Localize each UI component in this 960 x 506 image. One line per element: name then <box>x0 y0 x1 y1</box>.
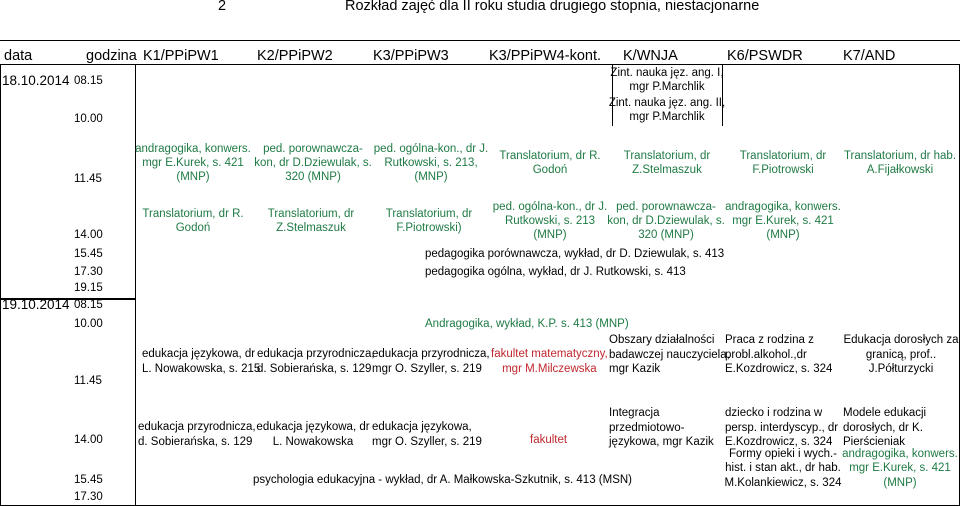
class-line: Pierścieniak <box>843 436 905 448</box>
time-day2-1000: 10.00 <box>74 318 103 330</box>
class-line: (MNP) <box>176 171 210 183</box>
class-d2-1145-k1 <box>142 347 260 376</box>
class-line: edukacja językowa, dr <box>256 421 370 433</box>
class-line: Praca z rodzina z <box>725 334 814 346</box>
class-d2-1145-k6 <box>725 333 832 377</box>
class-line: kon, dr D.Dziewulak, s. <box>254 157 372 169</box>
class-line: granicą, prof.. <box>865 348 937 361</box>
class-line: przedmiotowo- <box>609 421 685 434</box>
class-d2-1400-k1 <box>138 420 256 449</box>
time-day1-0815: 08.15 <box>74 75 103 87</box>
lecture-d1-1730: pedagogika ogólna, wykład, dr J. Rutkowski, s. 413 <box>425 266 686 278</box>
class-line: (MNP) <box>766 229 800 241</box>
class-line: Modele edukacji <box>843 407 927 419</box>
time-day2-1730: 17.30 <box>74 491 103 503</box>
class-line: Translatorium, dr <box>623 150 711 162</box>
class-line: E.Kozdrowicz, s. 324 <box>725 363 833 375</box>
class-line: mgr O. Szyller, s. 219 <box>372 435 482 448</box>
class-d1-1145-k3 <box>370 140 492 186</box>
class-line: L. Nowakowska, s. 215 <box>142 362 261 375</box>
class-line: edukacja przyrodnicza, <box>257 348 375 360</box>
page-number: 2 <box>218 0 227 14</box>
class-line: dziecko i rodzina w <box>725 407 823 419</box>
class-line: persp. interdyscyp., dr <box>725 421 839 434</box>
class-line: edukacja przyrodnicza, <box>372 348 490 360</box>
header-group-k3-kont: K3/PPiPW4-kont. <box>489 48 602 64</box>
class-d1-1145-k7 <box>840 140 960 186</box>
header-group-k7: K7/AND <box>843 48 896 64</box>
lecture-d1-1545: pedagogika porównawcza, wykład, dr D. Dziewulak, s. 413 <box>425 248 725 260</box>
class-d1-1400-k6 <box>724 198 842 244</box>
header-group-wnja: K/WNJA <box>623 48 678 64</box>
class-line: mgr E.Kurek, s. 421 <box>849 462 951 475</box>
class-wnja-1000 <box>608 96 726 124</box>
class-d2-1400-k6 <box>725 406 838 450</box>
class-line: Translatorium, dr R. <box>142 208 244 220</box>
class-d1-1400-k2 <box>252 198 370 244</box>
class-d2-1145-k3 <box>372 347 490 376</box>
date-day1: 18.10.2014 <box>2 73 70 88</box>
class-line: edukacja przyrodnicza, <box>138 421 256 433</box>
class-line: mgr P.Marchlik <box>629 81 705 93</box>
class-d1-1145-k2 <box>252 140 374 186</box>
class-line: d. Sobierańska, s. 129 <box>257 362 372 375</box>
class-d1-1400-wnja <box>606 198 726 244</box>
class-d2-1145-k7 <box>842 333 960 377</box>
time-day2-1545: 15.45 <box>74 474 103 486</box>
class-line: andragogika, konwers. <box>725 201 841 213</box>
class-line: edukacja językowa, <box>372 421 472 433</box>
class-line: L. Nowakowska <box>272 435 354 448</box>
class-line: mgr E.Kurek, s. 421 <box>142 157 244 169</box>
class-line: Translatorium, dr <box>739 150 827 162</box>
time-day2-1145: 11.45 <box>74 375 102 387</box>
class-line: Translatorium, dr <box>385 208 473 220</box>
lecture-d2-1545: psychologia edukacyjna - wykład, dr A. Małkowska-Szkutnik, s. 413 (MSN) <box>253 474 633 486</box>
class-line: Zint. nauka jęz. ang. I, <box>610 67 724 79</box>
class-d2-1545-k6 <box>722 447 844 490</box>
class-line: probl.alkohol.,dr <box>725 348 807 361</box>
class-line: edukacja językowa, dr <box>142 348 256 360</box>
class-line: mgr Kazik <box>609 363 661 375</box>
class-line: M.Kolankiewicz, s. 324 <box>724 476 842 489</box>
class-d2-1400-k7 <box>843 406 926 450</box>
class-line: hist. i stan akt., dr hab. <box>725 462 841 475</box>
class-d2-1400-wnja <box>609 406 714 450</box>
class-line: Godoń <box>175 222 211 234</box>
class-line: Formy opieki i wych.- <box>729 447 837 460</box>
class-line: (MNP) <box>414 171 448 183</box>
class-line: mgr P.Marchlik <box>629 111 705 123</box>
header-data: data <box>4 48 33 64</box>
class-line: Translatorium, dr R. <box>499 150 601 162</box>
class-d1-1145-wnja <box>608 140 726 186</box>
grid-left-border <box>0 64 1 506</box>
class-d2-1400-k3-kont: fakultet <box>530 434 568 446</box>
time-day1-1000: 10.00 <box>74 113 103 125</box>
class-line: 320 (MNP) <box>285 171 341 183</box>
class-line: Z.Stelmaszuk <box>632 164 702 176</box>
class-line: (MNP) <box>533 229 567 241</box>
class-d1-1400-k1 <box>136 198 250 244</box>
class-d2-1145-k3-kont <box>491 347 608 376</box>
class-line: Zint. nauka jęz. ang. II, <box>608 97 726 109</box>
class-d1-1145-k1 <box>136 140 250 186</box>
class-d1-1145-k3-kont <box>490 140 610 186</box>
class-line: (MNP) <box>883 476 917 489</box>
class-line: Obszary działalności <box>609 334 715 346</box>
class-line: Edukacja dorosłych za <box>843 334 959 347</box>
class-d2-1400-k2 <box>254 420 372 449</box>
class-line: językowa, mgr Kazik <box>609 436 714 448</box>
class-d2-1400-k3 <box>372 420 482 449</box>
class-line: F.Piotrowski <box>752 164 814 176</box>
class-d1-1400-k3 <box>370 198 488 244</box>
class-line: fakultet matematyczny, <box>491 348 608 360</box>
class-line: Rutkowski, s. 213 <box>504 215 596 227</box>
class-line: mgr E.Kurek, s. 421 <box>732 215 834 227</box>
class-line: Godoń <box>532 164 568 176</box>
time-day1-1400: 14.00 <box>74 229 103 241</box>
header-group-k6: K6/PSWDR <box>727 48 803 64</box>
class-line: ped. ogólna-kon., dr J. <box>492 201 608 213</box>
class-line: A.Fijałkowski <box>866 164 934 176</box>
class-line: E.Kozdrowicz, s. 324 <box>725 436 833 448</box>
class-line: dorosłych, dr K. <box>843 421 923 434</box>
time-day1-1145: 11.45 <box>74 173 102 185</box>
class-line: Translatorium, dr hab. <box>843 150 957 162</box>
class-line: andragogika, konwers. <box>135 143 251 155</box>
time-day2-0815: 08.15 <box>74 299 103 311</box>
class-line: mgr M.Milczewska <box>502 362 597 375</box>
class-d1-1400-k3-kont <box>490 198 610 244</box>
class-line: ped. porownawcza- <box>616 201 716 213</box>
class-line: ped. porownawcza- <box>263 143 363 155</box>
class-line: ped. ogólna-kon., dr J. <box>373 143 489 155</box>
date-day2: 19.10.2014 <box>2 297 70 312</box>
page-title: Rozkład zajęć dla II roku studia drugiego stopnia, niestacjonarne <box>345 0 760 14</box>
class-line: F.Piotrowski) <box>396 222 462 234</box>
header-group-k1: K1/PPiPW1 <box>143 48 219 64</box>
class-wnja-0815 <box>612 66 722 94</box>
class-line: d. Sobierańska, s. 129 <box>138 435 253 448</box>
lecture-d2-1000: Andragogika, wykład, K.P. s. 413 (MNP) <box>425 318 629 330</box>
header-group-k2: K2/PPiPW2 <box>257 48 333 64</box>
class-line: 320 (MNP) <box>638 229 694 241</box>
class-line: mgr O. Szyller, s. 219 <box>372 362 482 375</box>
class-line: J.Półturzycki <box>868 363 934 376</box>
class-d2-1545-k7 <box>840 447 960 490</box>
class-d2-1145-k2 <box>257 347 375 376</box>
time-day2-1400: 14.00 <box>74 434 103 446</box>
class-line: badawczej nauczyciela, <box>609 348 730 361</box>
class-d2-1145-wnja <box>609 333 730 377</box>
class-d1-1145-k6 <box>724 140 842 186</box>
header-bottom-line <box>0 64 960 65</box>
class-line: kon, dr D.Dziewulak, s. <box>607 215 725 227</box>
grid-time-divider <box>135 64 136 506</box>
time-day1-1545: 15.45 <box>74 248 103 260</box>
header-group-k3: K3/PPiPW3 <box>373 48 449 64</box>
time-day1-1915: 19.15 <box>74 282 103 294</box>
class-line: Rutkowski, s. 213, <box>384 157 478 169</box>
header-top-line <box>0 40 960 41</box>
class-line: Z.Stelmaszuk <box>276 222 346 234</box>
time-day1-1730: 17.30 <box>74 266 103 278</box>
header-godzina: godzina <box>86 48 137 64</box>
class-line: Translatorium, dr <box>267 208 355 220</box>
class-line: andragogika, konwers. <box>842 447 958 460</box>
class-line: Integracja <box>609 407 660 419</box>
